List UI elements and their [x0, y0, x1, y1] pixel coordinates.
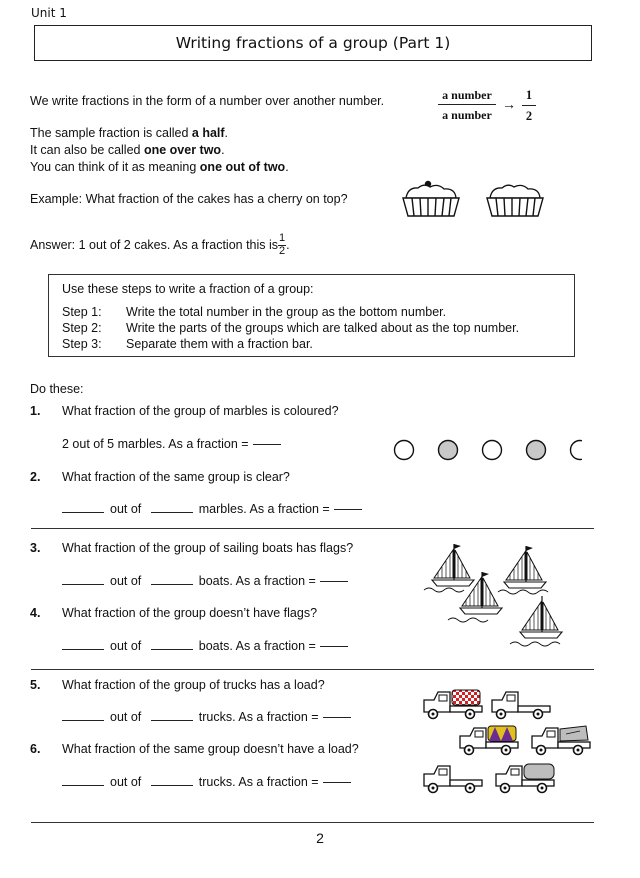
q2-answer: out of marbles. As a fraction =: [62, 502, 362, 516]
q6-fraction-blank[interactable]: [323, 782, 351, 783]
boat-with-flag-2: [504, 546, 546, 588]
intro-line-4: You can think of it as meaning one out of two.: [30, 160, 289, 174]
formula-fraction: [438, 88, 496, 123]
step-3-label: Step 3:: [62, 337, 102, 351]
q5-text: What fraction of the group of trucks has a load?: [62, 678, 325, 692]
q4-text: What fraction of the group doesn’t have flags?: [62, 606, 318, 620]
answer-fraction: $\frac{1}{2}$: [279, 231, 286, 257]
q4-fraction-blank[interactable]: [320, 646, 348, 647]
q2-number: 2.: [30, 470, 41, 484]
truck-with-grey-load: [532, 726, 590, 755]
page-title: [34, 25, 592, 61]
q4-top-blank[interactable]: [62, 648, 104, 650]
q6-top-blank[interactable]: [62, 784, 104, 786]
step-2-label: Step 2:: [62, 321, 102, 335]
q6-text: What fraction of the same group doesn’t have a load?: [62, 742, 359, 756]
q1-text: What fraction of the group of marbles is coloured?: [62, 404, 339, 418]
intro-line-3: It can also be called one over two.: [30, 143, 225, 157]
marble-clear: [571, 441, 583, 460]
marbles-group: [392, 438, 582, 462]
boat-with-flag-1: [432, 544, 474, 586]
step-1-label: Step 1:: [62, 305, 102, 319]
footer-divider: [31, 822, 594, 823]
page-title-text: Writing fractions of a group (Part 1): [175, 34, 451, 52]
q2-fraction-blank[interactable]: [334, 509, 362, 510]
q4-answer: out of boats. As a fraction =: [62, 639, 348, 653]
half-top: 1: [522, 88, 536, 106]
marble-clear: [483, 441, 502, 460]
q6-number: 6.: [30, 742, 41, 756]
q1-fraction-blank[interactable]: [253, 444, 281, 445]
unit-label: Unit 1: [31, 6, 67, 20]
intro-line-2: The sample fraction is called a half.: [30, 126, 229, 140]
divider: [31, 669, 594, 670]
truck-empty-2: [424, 766, 482, 793]
q1-answer: 2 out of 5 marbles. As a fraction =: [62, 437, 281, 451]
half-bottom: 2: [525, 109, 533, 123]
step-3-text: Separate them with a fraction bar.: [126, 337, 313, 351]
q2-text: What fraction of the same group is clear?: [62, 470, 290, 484]
step-1-text: Write the total number in the group as the bottom number.: [126, 305, 447, 319]
q6-answer: out of trucks. As a fraction =: [62, 775, 351, 789]
q6-bottom-blank[interactable]: [151, 784, 193, 786]
q5-top-blank[interactable]: [62, 719, 104, 721]
q5-number: 5.: [30, 678, 41, 692]
q3-text: What fraction of the group of sailing boats has flags?: [62, 541, 354, 555]
marble-coloured: [527, 441, 546, 460]
cake-with-cherry-icon: [400, 178, 462, 220]
marble-coloured: [439, 441, 458, 460]
half-fraction: [522, 88, 536, 124]
truck-with-triangle-load: [460, 726, 518, 755]
truck-empty-1: [492, 692, 550, 719]
sailing-boats-group: [418, 540, 578, 658]
q2-top-blank[interactable]: [62, 511, 104, 513]
formula-top: a number: [438, 88, 496, 105]
example-question: Example: What fraction of the cakes has a cherry on top?: [30, 192, 348, 206]
example-answer: Answer: 1 out of 2 cakes. As a fraction this is $\frac{1}{2}$ .: [30, 231, 290, 257]
truck-with-tank-load: [496, 764, 554, 793]
step-2-text: Write the parts of the groups which are talked about as the top number.: [126, 321, 520, 335]
steps-heading: Use these steps to write a fraction of a group:: [62, 282, 314, 296]
q4-bottom-blank[interactable]: [151, 648, 193, 650]
exercises-heading: Do these:: [30, 382, 84, 396]
q5-fraction-blank[interactable]: [323, 717, 351, 718]
q3-number: 3.: [30, 541, 41, 555]
boat-without-flag: [520, 596, 562, 638]
q1-number: 1.: [30, 404, 41, 418]
divider: [31, 528, 594, 529]
steps-box: [48, 274, 575, 357]
q5-bottom-blank[interactable]: [151, 719, 193, 721]
intro-line-1: We write fractions in the form of a number over another number.: [30, 94, 385, 108]
formula-bottom: a number: [442, 108, 492, 123]
marble-clear: [395, 441, 414, 460]
arrow-icon: →: [502, 96, 516, 112]
q3-answer: out of boats. As a fraction =: [62, 574, 348, 588]
q3-bottom-blank[interactable]: [151, 583, 193, 585]
q2-bottom-blank[interactable]: [151, 511, 193, 513]
cake-plain-icon: [484, 178, 546, 220]
page-number: 2: [316, 830, 324, 846]
q5-answer: out of trucks. As a fraction =: [62, 710, 351, 724]
q3-fraction-blank[interactable]: [320, 581, 348, 582]
truck-with-checker-load: [424, 690, 482, 719]
q4-number: 4.: [30, 606, 41, 620]
trucks-group: [420, 686, 600, 798]
q3-top-blank[interactable]: [62, 583, 104, 585]
